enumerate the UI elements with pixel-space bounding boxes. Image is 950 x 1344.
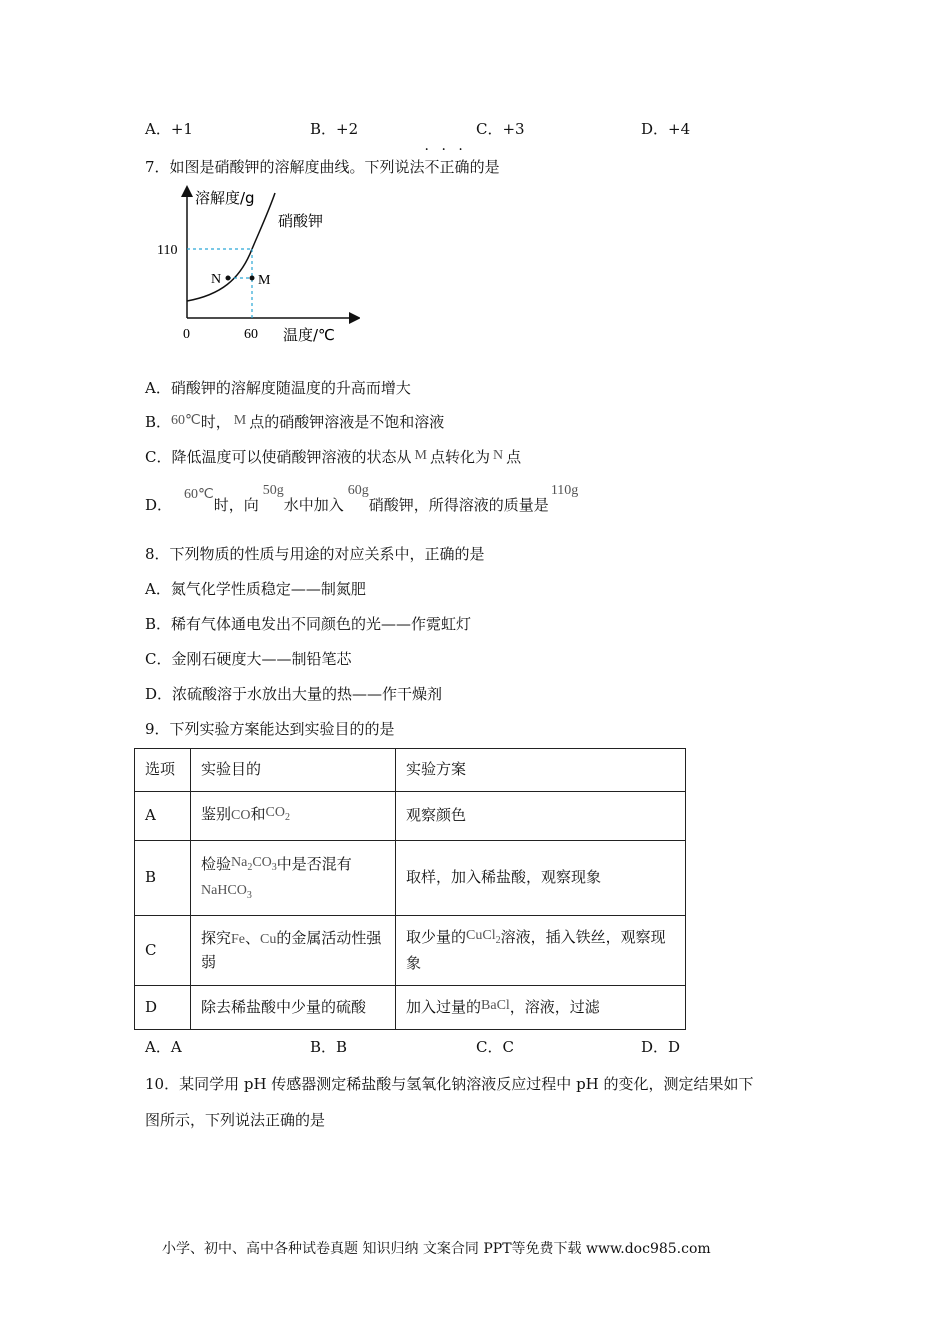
- q7-emphasis: · · · 不正确: [424, 142, 470, 176]
- row-d-goal: 除去稀盐酸中少量的硫酸: [191, 986, 396, 1030]
- q7-option-c: C．降低温度可以使硝酸钾溶液的状态从 M 点转化为 N 点: [145, 448, 522, 466]
- q7-option-a: A．硝酸钾的溶解度随温度的升高而增大: [145, 379, 411, 397]
- graph-x-tick: 60: [244, 327, 258, 342]
- graph-origin: 0: [183, 327, 190, 342]
- row-b-plan: 取样，加入稀盐酸，观察现象: [396, 841, 686, 916]
- q9-stem: 9．下列实验方案能达到实验目的的是: [145, 720, 395, 738]
- row-c-goal: 探究Fe、Cu的金属活动性强弱: [191, 916, 396, 986]
- row-a-plan: 观察颜色: [396, 792, 686, 841]
- q10-stem-line1: 10．某同学用 pH 传感器测定稀盐酸与氢氧化钠溶液反应过程中 pH 的变化，测定结果如下: [145, 1075, 754, 1093]
- table-row-a: [135, 792, 686, 841]
- header-option: 选项: [135, 749, 191, 792]
- header-plan: 实验方案: [396, 749, 686, 792]
- row-a-option: A: [135, 792, 191, 841]
- row-a-goal: 鉴别CO和$CO_2$: [191, 792, 396, 841]
- point-n: [226, 276, 231, 281]
- graph-xlabel: 温度/℃: [283, 326, 335, 344]
- q8-option-b: B．稀有气体通电发出不同颜色的光——作霓虹灯: [145, 615, 472, 633]
- row-c-plan: 取少量的CuCl$_2$溶液，插入铁丝，观察现象: [396, 916, 686, 986]
- q8-option-a: A．氮气化学性质稳定——制氮肥: [145, 580, 366, 598]
- q7-option-b: B．60℃时， M 点的硝酸钾溶液是不饱和溶液: [145, 413, 445, 431]
- graph-m-label: M: [258, 273, 271, 288]
- q9-option-c: C．C: [476, 1038, 514, 1056]
- q9-option-d: D．D: [641, 1038, 681, 1056]
- row-b-goal: 检验$Na_2CO_3$中是否混有 NaHCO$_3$: [191, 841, 396, 916]
- q7-option-d: D．60℃时，向50g水中加入60g硝酸钾，所得溶液的质量是110g: [145, 483, 579, 514]
- q8-option-d: D．浓硫酸溶于水放出大量的热——作干燥剂: [145, 685, 443, 703]
- solubility-graph: [150, 185, 360, 350]
- q8-stem: 8．下列物质的性质与用途的对应关系中，正确的是: [145, 545, 485, 563]
- table-row-b: [135, 841, 686, 916]
- point-m: [250, 276, 255, 281]
- q9-table: [134, 748, 686, 1030]
- emphasis-dots: · · ·: [424, 142, 467, 158]
- graph-n-label: N: [211, 272, 222, 287]
- q10-stem-line2: 图所示，下列说法正确的是: [145, 1111, 326, 1129]
- q7-stem: 7．如图是硝酸钾的溶解度曲线。下列说法 · · · 不正确的是: [145, 142, 500, 176]
- graph-curve-label: 硝酸钾: [278, 212, 324, 230]
- header-goal: 实验目的: [191, 749, 396, 792]
- q6-option-b: B．+2: [310, 120, 359, 138]
- graph-y-tick: 110: [157, 243, 178, 258]
- row-b-option: B: [135, 841, 191, 916]
- row-c-option: C: [135, 916, 191, 986]
- page-footer: 小学、初中、高中各种试卷真题 知识归纳 文案合同 PPT等免费下载 www.doc985.com: [162, 1241, 711, 1257]
- graph-ylabel: 溶解度/g: [195, 189, 255, 207]
- table-row-c: [135, 916, 686, 986]
- q6-option-c: C．+3: [476, 120, 525, 138]
- q6-option-d: D．+4: [641, 120, 691, 138]
- q9-option-b: B．B: [310, 1038, 348, 1056]
- q6-option-a: A．+1: [145, 120, 193, 138]
- table-row-d: [135, 986, 686, 1030]
- table-header-row: [135, 749, 686, 792]
- q9-option-a: A．A: [145, 1038, 182, 1056]
- row-d-plan: 加入过量的BaCl，溶液，过滤: [396, 986, 686, 1030]
- q8-option-c: C．金刚石硬度大——制铅笔芯: [145, 650, 352, 668]
- row-d-option: D: [135, 986, 191, 1030]
